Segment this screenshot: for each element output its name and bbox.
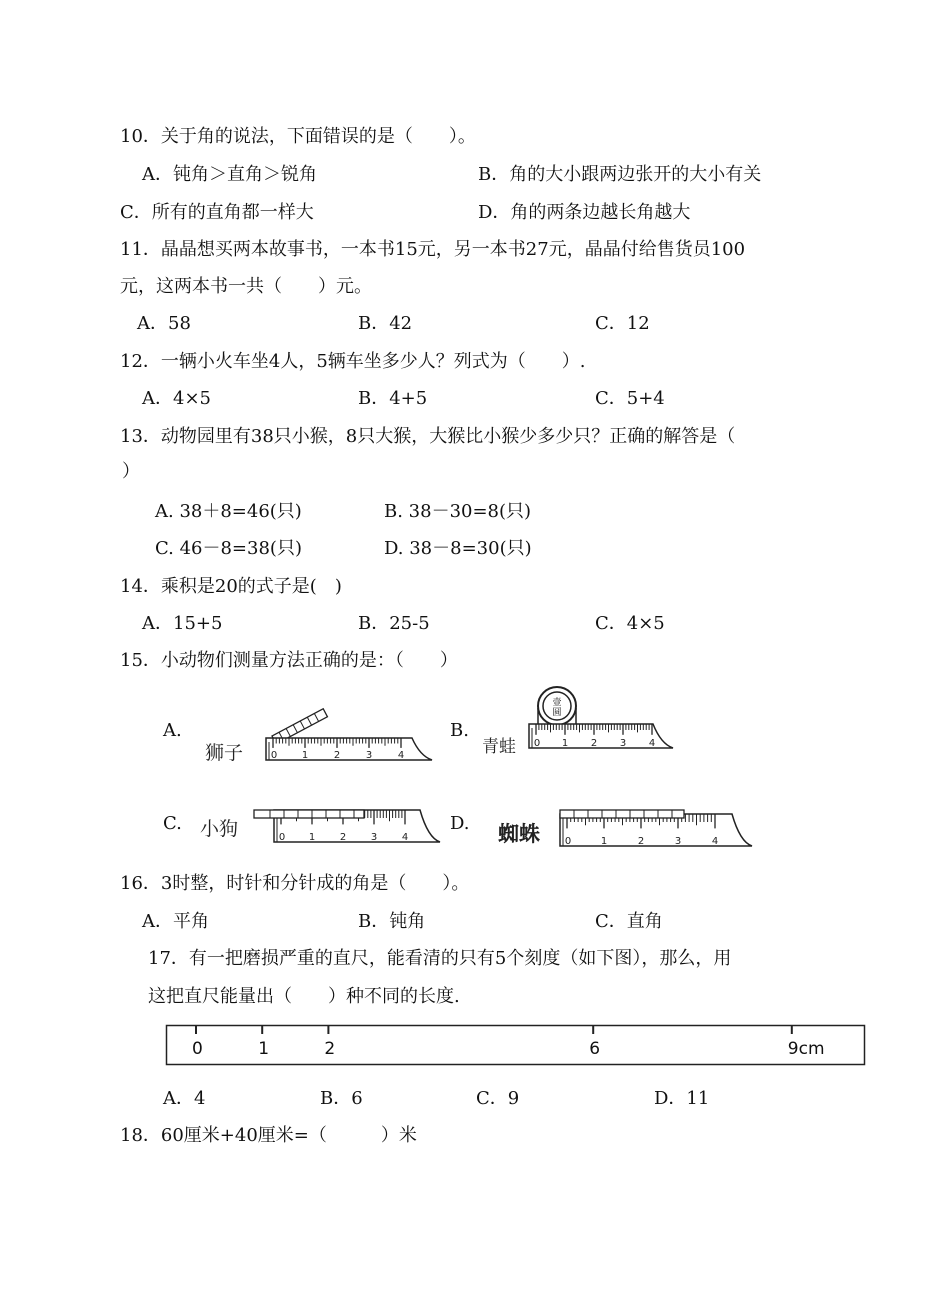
q11-option-b: B．42 xyxy=(358,313,413,334)
q14-option-b: B．25-5 xyxy=(358,613,430,634)
ruler-tick-label: 3 xyxy=(365,750,373,761)
ruler-tick-label: 1 xyxy=(301,750,309,761)
q13-option-a: A. 38＋8=46(只) xyxy=(155,501,302,522)
q11-option-a: A．58 xyxy=(137,313,191,334)
q17-option-d: D．11 xyxy=(654,1088,710,1109)
q10-option-a: A．钝角＞直角＞锐角 xyxy=(142,164,317,185)
q15-label-a: A. xyxy=(163,720,182,741)
q17-stem-line2: 这把直尺能量出（ ）种不同的长度. xyxy=(148,986,460,1007)
ruler-tick-label: 1 xyxy=(308,832,316,843)
ruler-tick-label: 1 xyxy=(600,836,608,847)
q17-stem-line1: 17．有一把磨损严重的直尺，能看清的只有5个刻度（如下图），那么，用 xyxy=(148,948,732,969)
ruler-tick-label: 4 xyxy=(401,832,409,843)
ruler-tick-label: 4 xyxy=(648,738,656,749)
q15-stem: 15．小动物们测量方法正确的是：（ ） xyxy=(120,650,458,671)
ruler-tick-label: 3 xyxy=(370,832,378,843)
q15-animal-d: 蜘蛛 xyxy=(498,822,540,846)
ruler-tick-label: 3 xyxy=(674,836,682,847)
q17-worn-ruler xyxy=(160,1020,872,1070)
q11-stem-line1: 11．晶晶想买两本故事书，一本书15元，另一本书27元，晶晶付给售货员100 xyxy=(120,239,746,260)
ruler-tick-label: 2 xyxy=(333,750,341,761)
ruler-tick-label: 1 xyxy=(561,738,569,749)
q17-ruler-mark-label: 0 xyxy=(192,1039,203,1059)
ruler-tick-label: 2 xyxy=(637,836,645,847)
q11-option-c: C．12 xyxy=(595,313,650,334)
q15-figure-a xyxy=(262,704,434,764)
q17-ruler-mark-label: 9cm xyxy=(787,1039,825,1059)
ruler-tick-label: 3 xyxy=(619,738,627,749)
q14-option-a: A．15+5 xyxy=(142,613,223,634)
q12-stem: 12．一辆小火车坐4人，5辆车坐多少人？列式为（ ）. xyxy=(120,351,586,372)
q17-ruler-mark-label: 1 xyxy=(258,1039,270,1059)
q13-option-b: B. 38－30=8(只) xyxy=(384,501,532,522)
q17-option-a: A．4 xyxy=(163,1088,206,1109)
q11-stem-line2: 元，这两本书一共（ ）元。 xyxy=(120,276,372,297)
ruler-tick-label: 0 xyxy=(278,832,286,843)
q13-stem-line1: 13．动物园里有38只小猴，8只大猴，大猴比小猴少多少只？正确的解答是（ xyxy=(120,426,736,447)
q18-stem: 18．60厘米+40厘米=（ ）米 xyxy=(120,1125,417,1146)
q13-option-d: D. 38－8=30(只) xyxy=(384,538,532,559)
ruler-tick-label: 4 xyxy=(397,750,405,761)
ruler-body xyxy=(266,738,432,760)
q10-option-c: C．所有的直角都一样大 xyxy=(120,202,314,223)
ruler-tick-label: 2 xyxy=(339,832,347,843)
q17-option-b: B．6 xyxy=(320,1088,363,1109)
q15-animal-c: 小狗 xyxy=(200,818,239,840)
q17-ruler-mark-label: 6 xyxy=(589,1039,601,1059)
q14-stem: 14．乘积是20的式子是( ) xyxy=(120,576,342,597)
q16-stem: 16．3时整，时针和分针成的角是（ ）。 xyxy=(120,873,470,894)
q15-animal-a: 狮子 xyxy=(205,742,244,764)
q15-figure-d xyxy=(556,808,758,850)
ruler-tick-label: 0 xyxy=(564,836,572,847)
q12-option-a: A．4×5 xyxy=(142,388,211,409)
q15-figure-b xyxy=(525,686,680,752)
q10-stem: 10．关于角的说法，下面错误的是（ ）。 xyxy=(120,126,476,147)
q14-option-c: C．4×5 xyxy=(595,613,665,634)
ruler-tick-label: 0 xyxy=(270,750,278,761)
q12-option-b: B．4+5 xyxy=(358,388,428,409)
q16-option-b: B．钝角 xyxy=(358,911,426,932)
q13-stem-line2: ） xyxy=(122,461,140,482)
q13-option-c: C. 46－8=38(只) xyxy=(155,538,302,559)
ruler-tick-label: 4 xyxy=(711,836,719,847)
q15-label-c: C. xyxy=(163,813,182,834)
q15-label-d: D. xyxy=(450,813,470,834)
q17-option-c: C．9 xyxy=(476,1088,520,1109)
q16-option-a: A．平角 xyxy=(142,911,209,932)
q16-option-c: C．直角 xyxy=(595,911,663,932)
q15-figure-c xyxy=(252,806,444,846)
ruler-tick-label: 2 xyxy=(590,738,598,749)
coin-text-bottom: 圆 xyxy=(552,708,562,718)
q17-ruler-mark-label: 2 xyxy=(324,1039,336,1059)
ruler-tick-label: 0 xyxy=(533,738,541,749)
q12-option-c: C．5+4 xyxy=(595,388,665,409)
q15-animal-b: 青蛙 xyxy=(482,737,516,757)
q10-option-b: B．角的大小跟两边张开的大小有关 xyxy=(478,164,762,185)
q10-option-d: D．角的两条边越长角越大 xyxy=(478,202,691,223)
q15-label-b: B. xyxy=(450,720,469,741)
coin-text-top: 壹 xyxy=(552,698,562,708)
